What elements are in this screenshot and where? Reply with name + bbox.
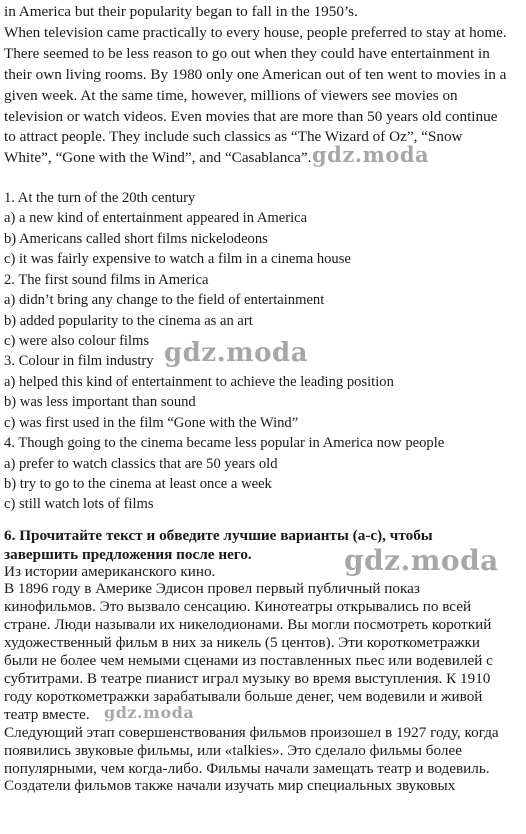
answer-option: b) Americans called short films nickelodeons: [4, 231, 268, 247]
text-line: television or watch videos. Even movies that are more than 50 years old continue: [4, 108, 498, 125]
answer-option: a) didn’t bring any change to the field of entertainment: [4, 292, 325, 308]
text-line: были не более чем немыми сценами из поставленных пьес или водевилей с: [4, 652, 493, 669]
watermark: gdz.moda: [344, 544, 499, 577]
question-item: 4. Though going to the cinema became less popular in America now people: [4, 435, 445, 451]
text-line: to attract people. They include such classics as “The Wizard of Oz”, “Snow: [4, 128, 463, 145]
task-heading-line: завершить предложения после него.: [4, 546, 252, 563]
answer-option: c) still watch lots of films: [4, 496, 154, 512]
text-line: художественный фильм в них за никель (5 центов). Эти короткометражки: [4, 634, 481, 651]
answer-option: b) was less important than sound: [4, 394, 196, 410]
answer-option: a) helped this kind of entertainment to achieve the leading position: [4, 374, 394, 390]
answer-option: a) a new kind of entertainment appeared in America: [4, 210, 308, 226]
text-line: году короткометражки зарабатывали больше денег, чем водевили и живой: [4, 688, 483, 705]
text-line: There seemed to be less reason to go out when they could have entertainment in: [4, 45, 490, 62]
question-item: 3. Colour in film industry: [4, 353, 154, 369]
text-line: появились звуковые фильмы, или «talkies». Это сделало фильмы более: [4, 742, 462, 759]
question-item: 1. At the turn of the 20th century: [4, 190, 196, 206]
text-line: their own living rooms. By 1980 only one American out of ten went to movies in a: [4, 66, 507, 83]
text-line: театр вместе.: [4, 706, 90, 723]
text-line: Следующий этап совершенствования фильмов произошел в 1927 году, когда: [4, 724, 499, 741]
answer-option: c) it was fairly expensive to watch a film in a cinema house: [4, 251, 351, 267]
question-item: 2. The first sound films in America: [4, 272, 209, 288]
text-line: В 1896 году в Америке Эдисон провел первый публичный показ: [4, 580, 420, 597]
answer-option: c) was first used in the film “Gone with the Wind”: [4, 415, 299, 431]
text-line: стране. Люди называли их никелодионами. Вы могли посмотреть короткий: [4, 616, 492, 633]
text-line: White”, “Gone with the Wind”, and “Casablanca”.: [4, 149, 312, 166]
text-line: популярными, чем когда-либо. Фильмы начали замещать театр и водевиль.: [4, 760, 490, 777]
watermark: gdz.moda: [104, 703, 195, 722]
text-line: When television came practically to every house, people preferred to stay at home.: [4, 24, 507, 41]
answer-option: a) prefer to watch classics that are 50 years old: [4, 456, 278, 472]
task-heading-line: 6. Прочитайте текст и обведите лучшие варианты (a-c), чтобы: [4, 527, 433, 544]
text-line: given week. At the same time, however, millions of viewers see movies on: [4, 87, 458, 104]
text-line: субтитрами. В театре пианист играл музыку во время выступления. К 1910: [4, 670, 491, 687]
text-line: Из истории американского кино.: [4, 563, 216, 580]
text-line: in America but their popularity began to fall in the 1950’s.: [4, 3, 358, 20]
answer-option: b) added popularity to the cinema as an art: [4, 313, 253, 329]
answer-option: c) were also colour films: [4, 333, 150, 349]
watermark: gdz.moda: [164, 338, 309, 368]
answer-option: b) try to go to the cinema at least once a week: [4, 476, 272, 492]
text-line: кинофильмов. Это вызвало сенсацию. Кинотеатры открывались по всей: [4, 598, 472, 615]
watermark: gdz.moda: [312, 142, 430, 167]
text-line: Создатели фильмов также начали изучать мир специальных звуковых: [4, 777, 456, 794]
